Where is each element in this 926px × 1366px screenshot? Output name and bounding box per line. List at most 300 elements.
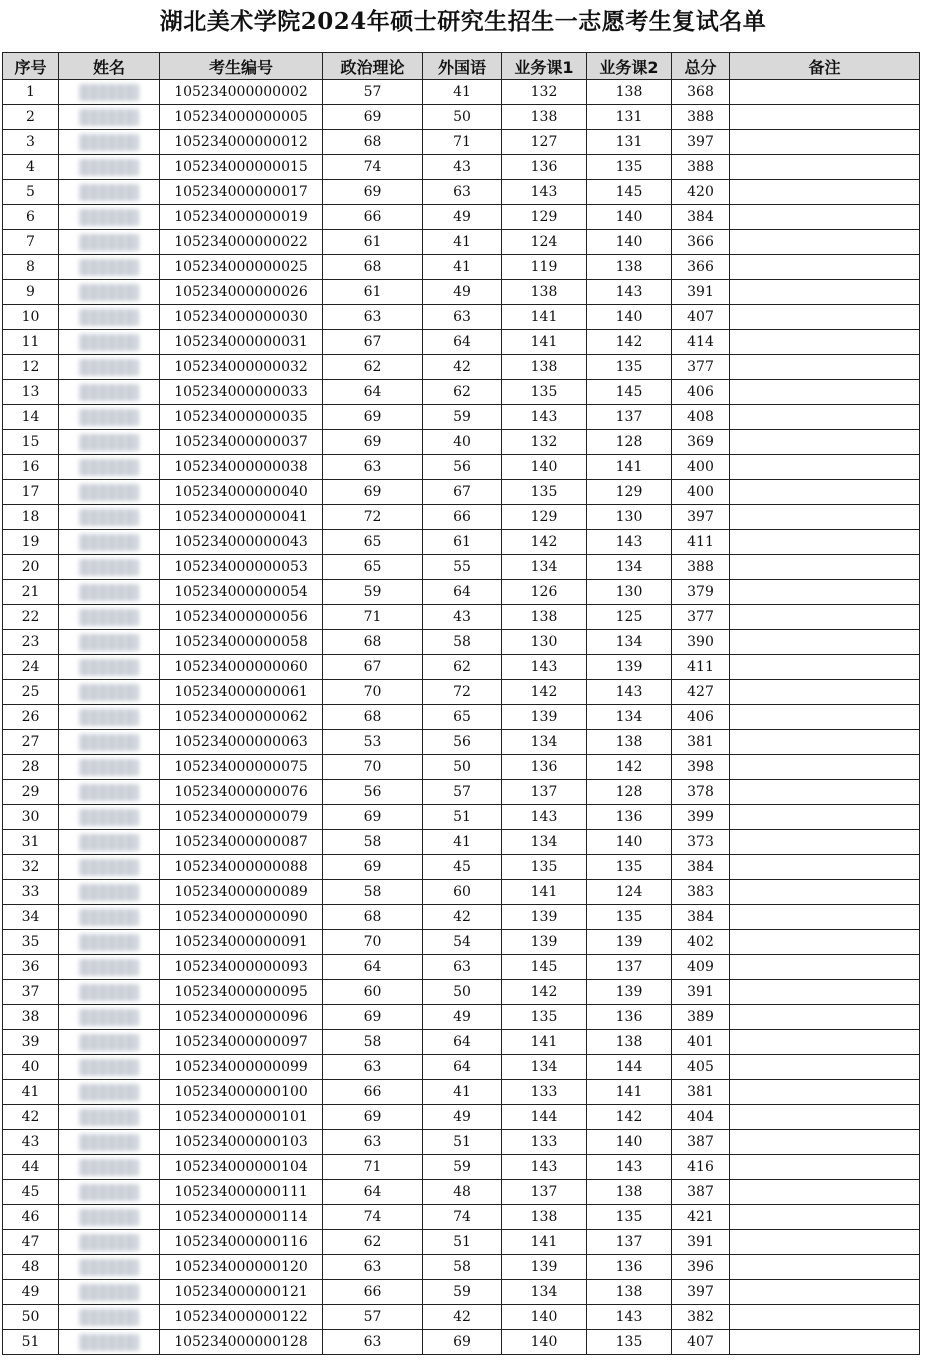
name-cell xyxy=(59,155,160,180)
seq-cell: 3 xyxy=(3,130,59,155)
politics-cell: 60 xyxy=(323,980,423,1005)
total-cell: 409 xyxy=(672,955,730,980)
total-cell: 388 xyxy=(672,555,730,580)
blurred-name xyxy=(79,834,139,851)
politics-cell: 70 xyxy=(323,755,423,780)
foreign-language-cell: 59 xyxy=(423,1280,502,1305)
blurred-name xyxy=(79,409,139,426)
major-1-cell: 133 xyxy=(502,1130,587,1155)
major-2-cell: 139 xyxy=(587,655,672,680)
total-cell: 396 xyxy=(672,1255,730,1280)
remarks-cell xyxy=(730,405,920,430)
politics-cell: 61 xyxy=(323,280,423,305)
candidate-id-cell: 105234000000116 xyxy=(160,1230,323,1255)
seq-cell: 5 xyxy=(3,180,59,205)
header-major-1: 业务课1 xyxy=(502,53,587,80)
foreign-language-cell: 50 xyxy=(423,980,502,1005)
seq-cell: 4 xyxy=(3,155,59,180)
name-cell xyxy=(59,355,160,380)
table-row xyxy=(3,430,920,455)
blurred-name xyxy=(79,659,139,676)
politics-cell: 70 xyxy=(323,930,423,955)
total-cell: 368 xyxy=(672,80,730,105)
politics-cell: 58 xyxy=(323,830,423,855)
table-row xyxy=(3,355,920,380)
table-row xyxy=(3,1055,920,1080)
major-1-cell: 119 xyxy=(502,255,587,280)
foreign-language-cell: 62 xyxy=(423,655,502,680)
total-cell: 397 xyxy=(672,1280,730,1305)
total-cell: 399 xyxy=(672,805,730,830)
candidate-id-cell: 105234000000041 xyxy=(160,505,323,530)
remarks-cell xyxy=(730,80,920,105)
total-cell: 397 xyxy=(672,505,730,530)
candidate-id-cell: 105234000000100 xyxy=(160,1080,323,1105)
table-row xyxy=(3,1130,920,1155)
foreign-language-cell: 49 xyxy=(423,1005,502,1030)
blurred-name xyxy=(79,1234,139,1251)
major-2-cell: 129 xyxy=(587,480,672,505)
total-cell: 373 xyxy=(672,830,730,855)
seq-cell: 30 xyxy=(3,805,59,830)
remarks-cell xyxy=(730,1155,920,1180)
table-row xyxy=(3,105,920,130)
major-2-cell: 139 xyxy=(587,930,672,955)
seq-cell: 20 xyxy=(3,555,59,580)
total-cell: 406 xyxy=(672,705,730,730)
blurred-name xyxy=(79,134,139,151)
table-row xyxy=(3,730,920,755)
blurred-name xyxy=(79,1209,139,1226)
table-row xyxy=(3,1330,920,1355)
total-cell: 390 xyxy=(672,630,730,655)
seq-cell: 39 xyxy=(3,1030,59,1055)
foreign-language-cell: 64 xyxy=(423,330,502,355)
total-cell: 414 xyxy=(672,330,730,355)
blurred-name xyxy=(79,709,139,726)
remarks-cell xyxy=(730,1180,920,1205)
name-cell xyxy=(59,255,160,280)
foreign-language-cell: 49 xyxy=(423,280,502,305)
remarks-cell xyxy=(730,1280,920,1305)
blurred-name xyxy=(79,484,139,501)
major-1-cell: 141 xyxy=(502,880,587,905)
foreign-language-cell: 63 xyxy=(423,955,502,980)
politics-cell: 53 xyxy=(323,730,423,755)
table-row xyxy=(3,1080,920,1105)
foreign-language-cell: 41 xyxy=(423,1080,502,1105)
foreign-language-cell: 43 xyxy=(423,605,502,630)
remarks-cell xyxy=(730,605,920,630)
foreign-language-cell: 51 xyxy=(423,1230,502,1255)
politics-cell: 57 xyxy=(323,80,423,105)
major-2-cell: 138 xyxy=(587,730,672,755)
candidate-id-cell: 105234000000032 xyxy=(160,355,323,380)
blurred-name xyxy=(79,934,139,951)
candidate-id-cell: 105234000000090 xyxy=(160,905,323,930)
candidate-id-cell: 105234000000043 xyxy=(160,530,323,555)
politics-cell: 58 xyxy=(323,1030,423,1055)
name-cell xyxy=(59,105,160,130)
name-cell xyxy=(59,205,160,230)
seq-cell: 43 xyxy=(3,1130,59,1155)
candidate-id-cell: 105234000000096 xyxy=(160,1005,323,1030)
name-cell xyxy=(59,1030,160,1055)
remarks-cell xyxy=(730,1130,920,1155)
major-1-cell: 136 xyxy=(502,755,587,780)
seq-cell: 28 xyxy=(3,755,59,780)
table-row xyxy=(3,1005,920,1030)
major-1-cell: 135 xyxy=(502,480,587,505)
table-row xyxy=(3,955,920,980)
name-cell xyxy=(59,805,160,830)
seq-cell: 21 xyxy=(3,580,59,605)
politics-cell: 62 xyxy=(323,355,423,380)
table-row xyxy=(3,880,920,905)
major-2-cell: 137 xyxy=(587,1230,672,1255)
major-1-cell: 137 xyxy=(502,780,587,805)
foreign-language-cell: 51 xyxy=(423,1130,502,1155)
remarks-cell xyxy=(730,1030,920,1055)
name-cell xyxy=(59,1280,160,1305)
foreign-language-cell: 41 xyxy=(423,255,502,280)
major-1-cell: 144 xyxy=(502,1105,587,1130)
candidate-id-cell: 105234000000122 xyxy=(160,1305,323,1330)
table-row xyxy=(3,655,920,680)
name-cell xyxy=(59,605,160,630)
seq-cell: 23 xyxy=(3,630,59,655)
candidate-id-cell: 105234000000053 xyxy=(160,555,323,580)
seq-cell: 13 xyxy=(3,380,59,405)
name-cell xyxy=(59,980,160,1005)
blurred-name xyxy=(79,884,139,901)
major-2-cell: 135 xyxy=(587,1205,672,1230)
foreign-language-cell: 64 xyxy=(423,1030,502,1055)
name-cell xyxy=(59,230,160,255)
blurred-name xyxy=(79,184,139,201)
major-2-cell: 136 xyxy=(587,805,672,830)
total-cell: 378 xyxy=(672,780,730,805)
major-2-cell: 143 xyxy=(587,280,672,305)
name-cell xyxy=(59,455,160,480)
foreign-language-cell: 49 xyxy=(423,1105,502,1130)
remarks-cell xyxy=(730,730,920,755)
blurred-name xyxy=(79,784,139,801)
politics-cell: 57 xyxy=(323,1305,423,1330)
table-row xyxy=(3,930,920,955)
seq-cell: 18 xyxy=(3,505,59,530)
seq-cell: 26 xyxy=(3,705,59,730)
blurred-name xyxy=(79,234,139,251)
remarks-cell xyxy=(730,105,920,130)
foreign-language-cell: 59 xyxy=(423,1155,502,1180)
seq-cell: 12 xyxy=(3,355,59,380)
name-cell xyxy=(59,180,160,205)
blurred-name xyxy=(79,109,139,126)
major-2-cell: 130 xyxy=(587,505,672,530)
remarks-cell xyxy=(730,205,920,230)
total-cell: 397 xyxy=(672,130,730,155)
seq-cell: 37 xyxy=(3,980,59,1005)
name-cell xyxy=(59,855,160,880)
foreign-language-cell: 51 xyxy=(423,805,502,830)
seq-cell: 27 xyxy=(3,730,59,755)
remarks-cell xyxy=(730,755,920,780)
major-2-cell: 125 xyxy=(587,605,672,630)
foreign-language-cell: 58 xyxy=(423,1255,502,1280)
header-politics: 政治理论 xyxy=(323,53,423,80)
total-cell: 377 xyxy=(672,355,730,380)
seq-cell: 24 xyxy=(3,655,59,680)
major-1-cell: 138 xyxy=(502,105,587,130)
total-cell: 383 xyxy=(672,880,730,905)
foreign-language-cell: 56 xyxy=(423,730,502,755)
major-2-cell: 134 xyxy=(587,705,672,730)
foreign-language-cell: 41 xyxy=(423,230,502,255)
foreign-language-cell: 66 xyxy=(423,505,502,530)
foreign-language-cell: 59 xyxy=(423,405,502,430)
candidate-id-cell: 105234000000019 xyxy=(160,205,323,230)
total-cell: 391 xyxy=(672,1230,730,1255)
candidate-id-cell: 105234000000061 xyxy=(160,680,323,705)
name-cell xyxy=(59,580,160,605)
total-cell: 404 xyxy=(672,1105,730,1130)
remarks-cell xyxy=(730,530,920,555)
major-1-cell: 130 xyxy=(502,630,587,655)
total-cell: 408 xyxy=(672,405,730,430)
seq-cell: 49 xyxy=(3,1280,59,1305)
remarks-cell xyxy=(730,805,920,830)
remarks-cell xyxy=(730,130,920,155)
total-cell: 402 xyxy=(672,930,730,955)
politics-cell: 63 xyxy=(323,305,423,330)
politics-cell: 69 xyxy=(323,405,423,430)
header-foreign-language: 外国语 xyxy=(423,53,502,80)
major-1-cell: 134 xyxy=(502,555,587,580)
total-cell: 427 xyxy=(672,680,730,705)
politics-cell: 56 xyxy=(323,780,423,805)
seq-cell: 47 xyxy=(3,1230,59,1255)
table-row xyxy=(3,780,920,805)
total-cell: 384 xyxy=(672,905,730,930)
table-row xyxy=(3,405,920,430)
header-major-2: 业务课2 xyxy=(587,53,672,80)
blurred-name xyxy=(79,359,139,376)
blurred-name xyxy=(79,909,139,926)
name-cell xyxy=(59,955,160,980)
table-row xyxy=(3,805,920,830)
foreign-language-cell: 63 xyxy=(423,180,502,205)
major-1-cell: 140 xyxy=(502,455,587,480)
total-cell: 400 xyxy=(672,480,730,505)
candidate-id-cell: 105234000000026 xyxy=(160,280,323,305)
blurred-name xyxy=(79,684,139,701)
major-2-cell: 144 xyxy=(587,1055,672,1080)
total-cell: 411 xyxy=(672,655,730,680)
foreign-language-cell: 58 xyxy=(423,630,502,655)
politics-cell: 69 xyxy=(323,805,423,830)
remarks-cell xyxy=(730,1105,920,1130)
major-2-cell: 141 xyxy=(587,1080,672,1105)
table-row xyxy=(3,605,920,630)
table-row xyxy=(3,330,920,355)
candidate-id-cell: 105234000000054 xyxy=(160,580,323,605)
remarks-cell xyxy=(730,1205,920,1230)
blurred-name xyxy=(79,259,139,276)
candidate-id-cell: 105234000000033 xyxy=(160,380,323,405)
seq-cell: 44 xyxy=(3,1155,59,1180)
candidate-id-cell: 105234000000101 xyxy=(160,1105,323,1130)
seq-cell: 45 xyxy=(3,1180,59,1205)
politics-cell: 65 xyxy=(323,530,423,555)
seq-cell: 41 xyxy=(3,1080,59,1105)
seq-cell: 11 xyxy=(3,330,59,355)
remarks-cell xyxy=(730,780,920,805)
remarks-cell xyxy=(730,1330,920,1355)
major-2-cell: 140 xyxy=(587,230,672,255)
foreign-language-cell: 56 xyxy=(423,455,502,480)
politics-cell: 74 xyxy=(323,155,423,180)
candidate-id-cell: 105234000000060 xyxy=(160,655,323,680)
major-1-cell: 141 xyxy=(502,1230,587,1255)
name-cell xyxy=(59,330,160,355)
name-cell xyxy=(59,130,160,155)
total-cell: 391 xyxy=(672,980,730,1005)
name-cell xyxy=(59,1005,160,1030)
seq-cell: 14 xyxy=(3,405,59,430)
page-title: 湖北美术学院2024年硕士研究生招生一志愿考生复试名单 xyxy=(159,8,767,35)
blurred-name xyxy=(79,559,139,576)
major-1-cell: 141 xyxy=(502,305,587,330)
total-cell: 411 xyxy=(672,530,730,555)
candidate-id-cell: 105234000000015 xyxy=(160,155,323,180)
seq-cell: 29 xyxy=(3,780,59,805)
seq-cell: 34 xyxy=(3,905,59,930)
table-row xyxy=(3,905,920,930)
name-cell xyxy=(59,405,160,430)
remarks-cell xyxy=(730,955,920,980)
major-2-cell: 138 xyxy=(587,1030,672,1055)
major-1-cell: 136 xyxy=(502,155,587,180)
name-cell xyxy=(59,1205,160,1230)
blurred-name xyxy=(79,1284,139,1301)
total-cell: 377 xyxy=(672,605,730,630)
name-cell xyxy=(59,1055,160,1080)
candidate-id-cell: 105234000000038 xyxy=(160,455,323,480)
blurred-name xyxy=(79,609,139,626)
foreign-language-cell: 41 xyxy=(423,80,502,105)
politics-cell: 68 xyxy=(323,705,423,730)
major-1-cell: 129 xyxy=(502,205,587,230)
candidate-id-cell: 105234000000111 xyxy=(160,1180,323,1205)
candidate-id-cell: 105234000000030 xyxy=(160,305,323,330)
remarks-cell xyxy=(730,230,920,255)
foreign-language-cell: 45 xyxy=(423,855,502,880)
major-1-cell: 143 xyxy=(502,655,587,680)
politics-cell: 69 xyxy=(323,105,423,130)
major-2-cell: 141 xyxy=(587,455,672,480)
blurred-name xyxy=(79,984,139,1001)
name-cell xyxy=(59,505,160,530)
candidate-id-cell: 105234000000087 xyxy=(160,830,323,855)
major-2-cell: 130 xyxy=(587,580,672,605)
major-2-cell: 140 xyxy=(587,305,672,330)
major-1-cell: 138 xyxy=(502,1205,587,1230)
total-cell: 384 xyxy=(672,855,730,880)
total-cell: 366 xyxy=(672,230,730,255)
table-row xyxy=(3,1230,920,1255)
total-cell: 407 xyxy=(672,1330,730,1355)
blurred-name xyxy=(79,509,139,526)
politics-cell: 58 xyxy=(323,880,423,905)
foreign-language-cell: 42 xyxy=(423,355,502,380)
major-2-cell: 135 xyxy=(587,355,672,380)
total-cell: 366 xyxy=(672,255,730,280)
name-cell xyxy=(59,80,160,105)
major-2-cell: 135 xyxy=(587,855,672,880)
major-1-cell: 139 xyxy=(502,905,587,930)
table-row xyxy=(3,80,920,105)
major-1-cell: 142 xyxy=(502,680,587,705)
name-cell xyxy=(59,655,160,680)
foreign-language-cell: 50 xyxy=(423,755,502,780)
name-cell xyxy=(59,730,160,755)
politics-cell: 68 xyxy=(323,130,423,155)
table-body xyxy=(3,80,920,1355)
foreign-language-cell: 42 xyxy=(423,905,502,930)
total-cell: 405 xyxy=(672,1055,730,1080)
candidate-id-cell: 105234000000103 xyxy=(160,1130,323,1155)
table-row xyxy=(3,980,920,1005)
seq-cell: 50 xyxy=(3,1305,59,1330)
total-cell: 388 xyxy=(672,155,730,180)
seq-cell: 42 xyxy=(3,1105,59,1130)
name-cell xyxy=(59,1330,160,1355)
remarks-cell xyxy=(730,680,920,705)
major-2-cell: 135 xyxy=(587,1330,672,1355)
politics-cell: 71 xyxy=(323,605,423,630)
blurred-name xyxy=(79,334,139,351)
total-cell: 379 xyxy=(672,580,730,605)
major-1-cell: 134 xyxy=(502,730,587,755)
politics-cell: 69 xyxy=(323,430,423,455)
major-1-cell: 141 xyxy=(502,1030,587,1055)
major-1-cell: 132 xyxy=(502,430,587,455)
name-cell xyxy=(59,555,160,580)
total-cell: 401 xyxy=(672,1030,730,1055)
foreign-language-cell: 61 xyxy=(423,530,502,555)
seq-cell: 51 xyxy=(3,1330,59,1355)
foreign-language-cell: 57 xyxy=(423,780,502,805)
blurred-name xyxy=(79,1059,139,1076)
major-1-cell: 126 xyxy=(502,580,587,605)
candidate-id-cell: 105234000000095 xyxy=(160,980,323,1005)
politics-cell: 71 xyxy=(323,1155,423,1180)
table-row xyxy=(3,755,920,780)
name-cell xyxy=(59,630,160,655)
major-2-cell: 140 xyxy=(587,205,672,230)
major-1-cell: 139 xyxy=(502,1255,587,1280)
candidate-id-cell: 105234000000079 xyxy=(160,805,323,830)
major-2-cell: 124 xyxy=(587,880,672,905)
candidate-id-cell: 105234000000031 xyxy=(160,330,323,355)
remarks-cell xyxy=(730,855,920,880)
politics-cell: 65 xyxy=(323,555,423,580)
name-cell xyxy=(59,1255,160,1280)
blurred-name xyxy=(79,209,139,226)
retest-roster-table xyxy=(2,52,920,1355)
foreign-language-cell: 43 xyxy=(423,155,502,180)
